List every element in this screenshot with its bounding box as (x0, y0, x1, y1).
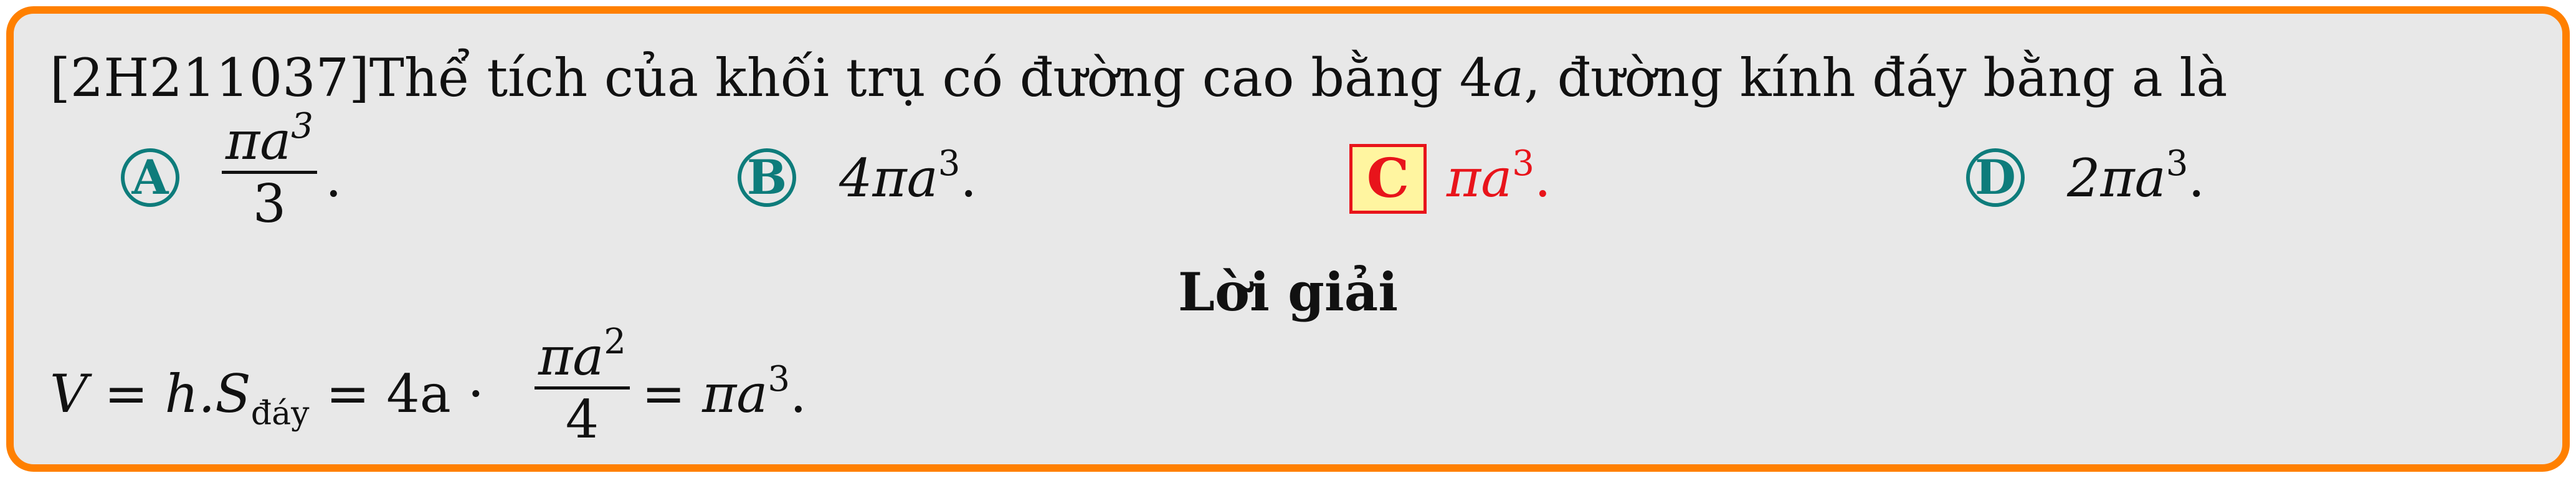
option-a-fraction (222, 106, 317, 234)
option-d-marker[interactable]: D (1966, 148, 2025, 207)
option-a-denominator: 3 (252, 173, 287, 234)
option-a-numerator: $\pi a^3$ (226, 106, 313, 171)
question-variable: a (1493, 47, 1524, 108)
option-a-marker[interactable]: A (121, 148, 179, 207)
option-d-expression: $2\pi a^3$. (2067, 143, 2205, 209)
solution-fraction (535, 322, 630, 450)
question-text (50, 44, 2227, 112)
question-id: [2H211037] (50, 47, 369, 108)
option-b-marker[interactable]: B (738, 148, 796, 207)
solution-lhs: $V = h.S_{đáy} = 4a$ · (50, 363, 485, 433)
option-a-tail: . (325, 148, 342, 209)
option-c-marker-correct[interactable]: C (1349, 144, 1427, 214)
solution-rhs: = $\pi a^3$. (642, 359, 807, 424)
question-card (6, 6, 2570, 472)
question-text-part1: Thể tích của khối trụ có đường cao bằng 4 (369, 47, 1493, 108)
solution-heading: Lời giải (1177, 261, 1399, 323)
solution-denominator: 4 (565, 389, 599, 450)
option-c-expression: $\pi a^3$. (1447, 143, 1551, 209)
option-b-expression: $4\pi a^3$. (839, 143, 977, 209)
question-text-part2: , đường kính đáy bằng a là (1524, 47, 2228, 108)
solution-numerator: $\pi a^2$ (538, 322, 626, 387)
